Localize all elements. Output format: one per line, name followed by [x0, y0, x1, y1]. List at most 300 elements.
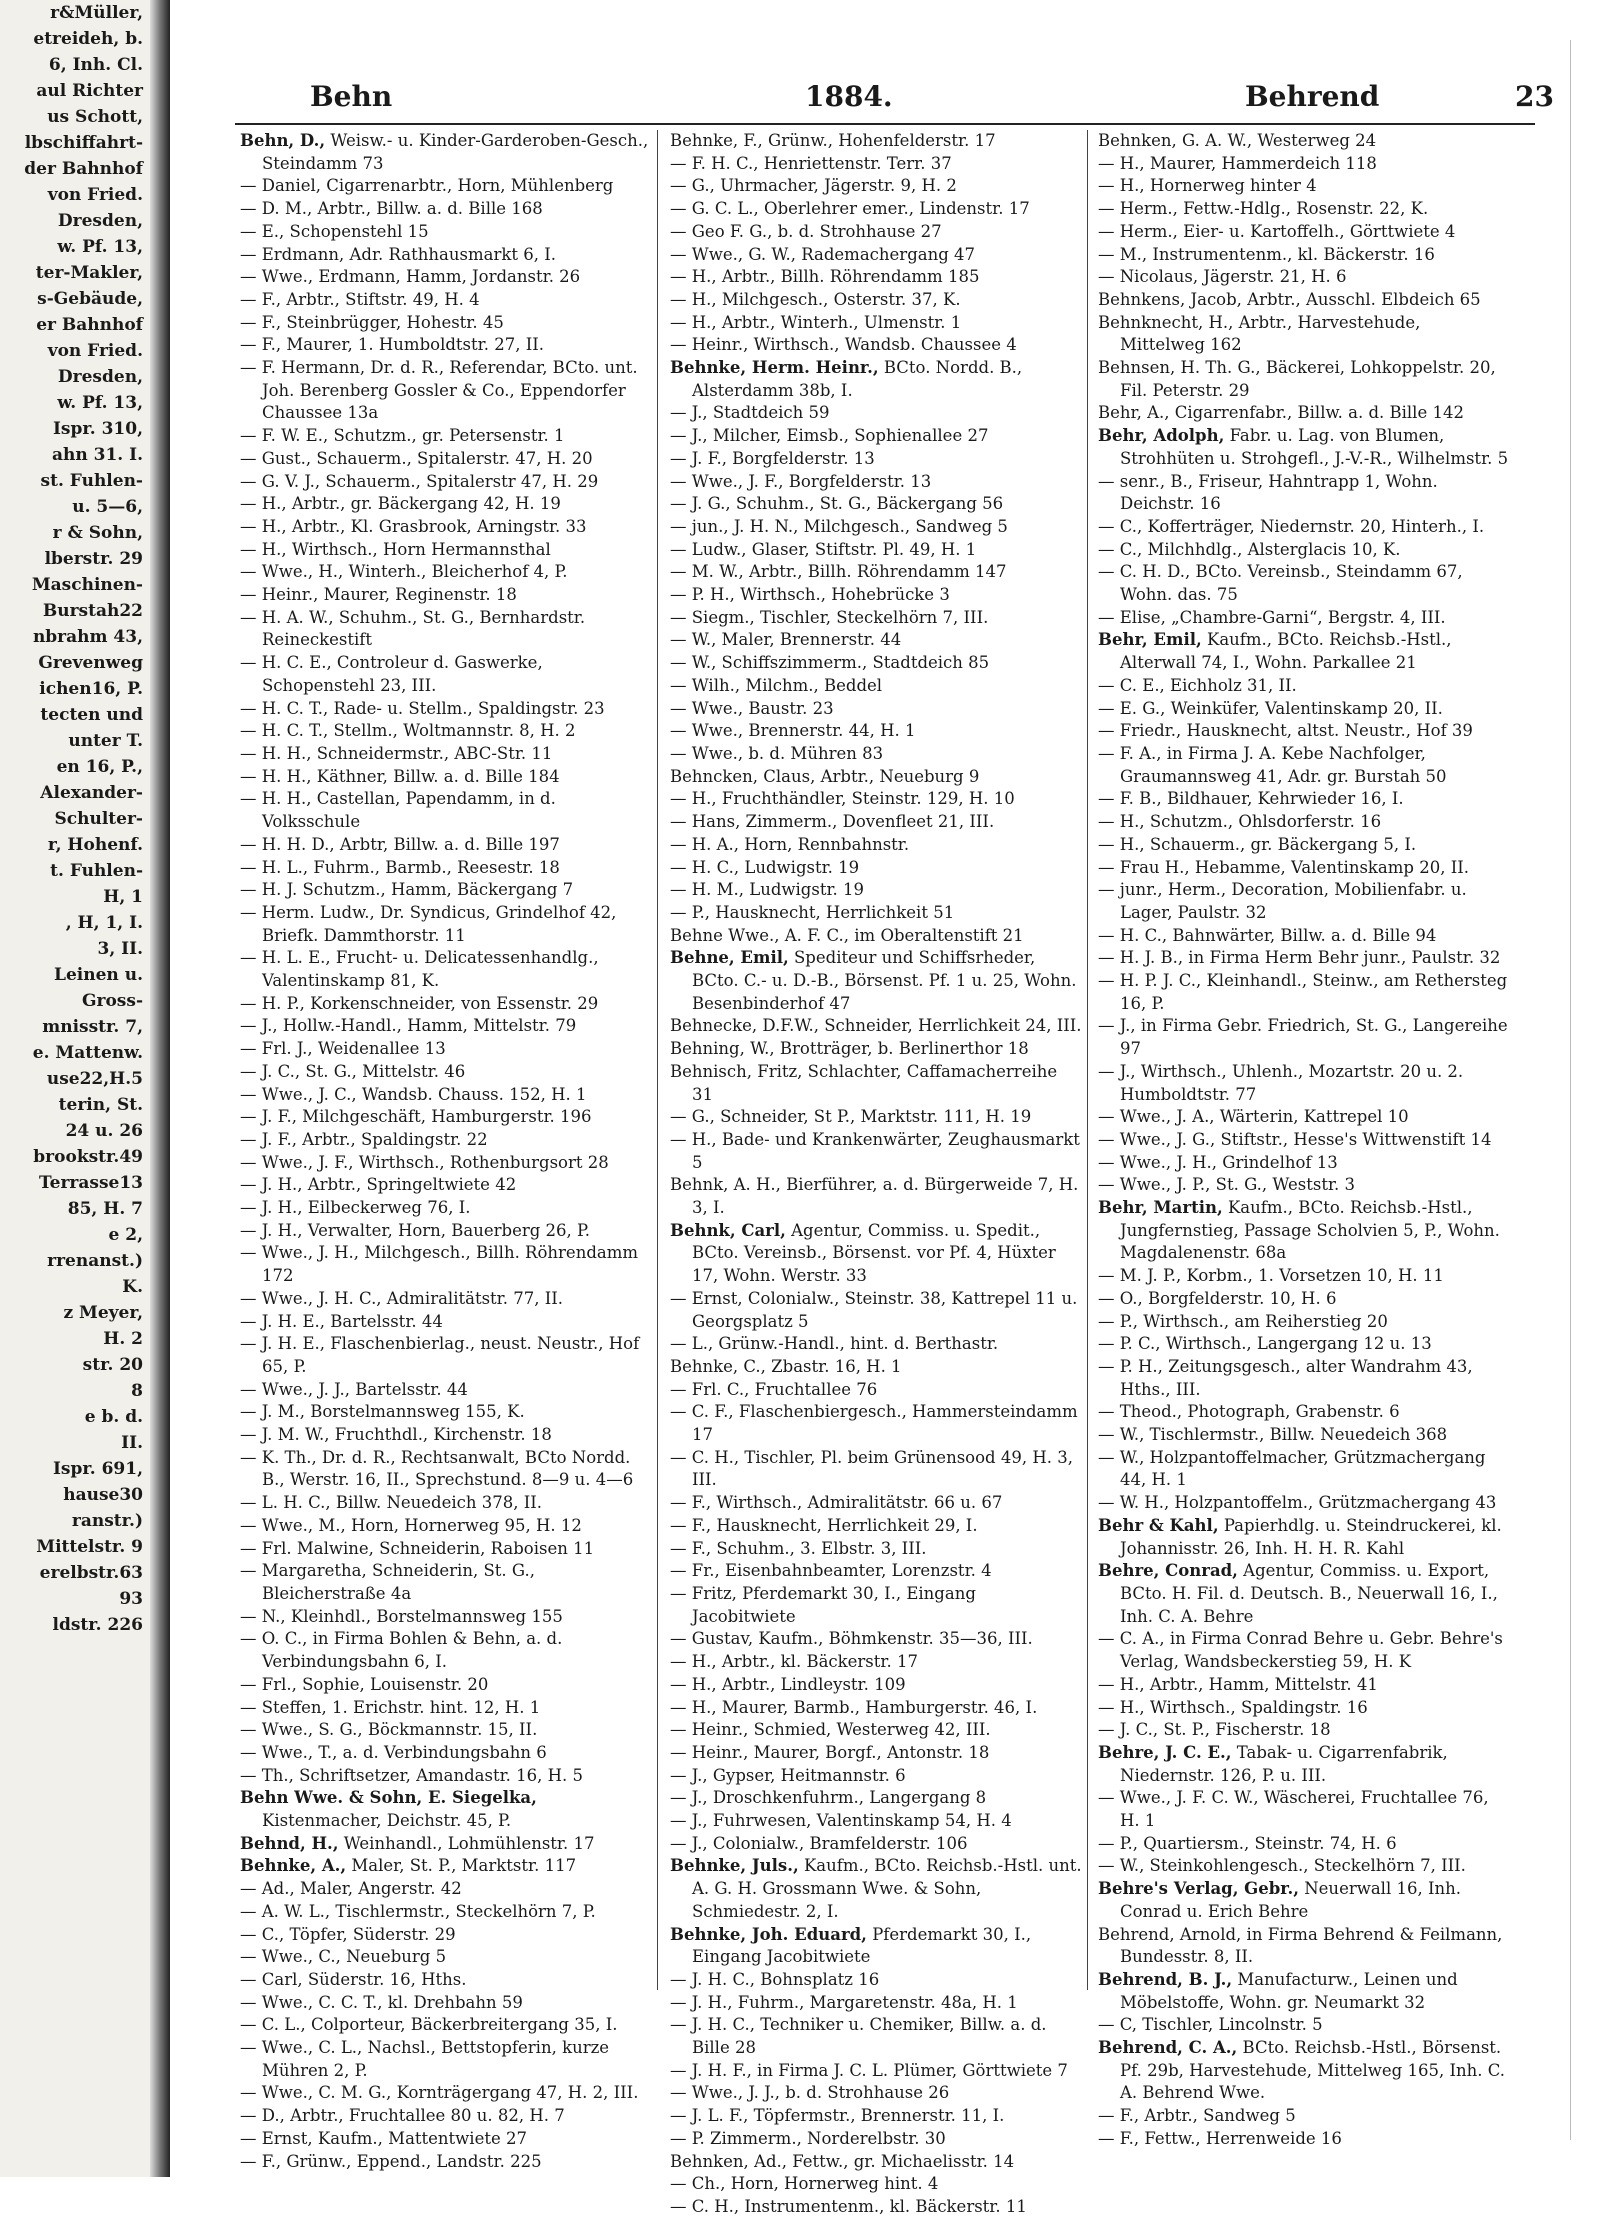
directory-entry	[240, 1401, 652, 1424]
directory-entry	[670, 448, 1082, 471]
directory-entry	[670, 1719, 1082, 1742]
directory-entry	[670, 334, 1082, 357]
strip-line: ichen16, P.	[39, 679, 143, 699]
entry-details: — F., Wirthsch., Admiralitätstr. 66 u. 67	[670, 1493, 1003, 1513]
directory-entry	[240, 743, 652, 766]
directory-entry	[240, 947, 652, 992]
entry-details: — H. A., Horn, Rennbahnstr.	[670, 834, 910, 854]
directory-entry	[1098, 1674, 1510, 1697]
directory-entry	[670, 1833, 1082, 1856]
strip-line: etreideh, b.	[33, 29, 143, 49]
entry-details: — W. H., Holzpantoffelm., Grützmachergang 43	[1098, 1493, 1497, 1513]
header-right-keyword: Behrend	[1245, 80, 1380, 113]
directory-entry	[1098, 289, 1510, 312]
entry-details: — F., Arbtr., Stiftstr. 49, H. 4	[240, 289, 480, 309]
directory-entry	[670, 1583, 1082, 1628]
entry-details: — J. H. E., Flaschenbierlag., neust. Neustr., Hof 65, P.	[240, 1334, 640, 1376]
directory-entry	[1098, 1106, 1510, 1129]
entry-details: — senr., B., Friseur, Hahntrapp 1, Wohn. Deichstr. 16	[1098, 471, 1438, 514]
entry-details: — H. H., Käthner, Billw. a. d. Bille 184	[240, 766, 560, 786]
strip-line: w. Pf. 13,	[57, 393, 143, 413]
directory-entry	[1098, 1288, 1510, 1311]
directory-entry	[1098, 925, 1510, 948]
entry-details: Manufacturw., Leinen und Möbelstoffe, Wohn. gr. Neumarkt 32	[1120, 1969, 1458, 2012]
entry-details: — F. W. E., Schutzm., gr. Petersenstr. 1	[240, 426, 565, 446]
directory-entry	[670, 1106, 1082, 1129]
entry-name: Behnk, Carl,	[670, 1220, 786, 1240]
directory-entry	[240, 561, 652, 584]
directory-entry	[240, 448, 652, 471]
entry-details: — Herm., Fettw.-Hdlg., Rosenstr. 22, K.	[1098, 199, 1429, 219]
entry-details: — N., Kleinhdl., Borstelmannsweg 155	[240, 1606, 563, 1626]
entry-details: Maler, St. P., Marktstr. 117	[351, 1856, 577, 1876]
directory-entry	[670, 1447, 1082, 1492]
directory-entry	[240, 1515, 652, 1538]
directory-entry	[1098, 1174, 1510, 1197]
directory-entry	[240, 1038, 652, 1061]
entry-details: — J., Stadtdeich 59	[670, 403, 830, 423]
entry-details: — H., Milchgesch., Osterstr. 37, K.	[670, 289, 961, 309]
entry-details: — P. Zimmerm., Norderelbstr. 30	[670, 2128, 946, 2148]
directory-entry	[670, 1333, 1082, 1356]
directory-entry	[1098, 244, 1510, 267]
header-left-keyword: Behn	[310, 80, 393, 113]
directory-entry	[1098, 698, 1510, 721]
entry-details: — H. C., Ludwigstr. 19	[670, 857, 860, 877]
entry-details: — Wwe., H., Winterh., Bleicherhof 4, P.	[240, 562, 568, 582]
directory-entry	[670, 2082, 1082, 2105]
entry-details: — Margaretha, Schneiderin, St. G., Bleicherstraße 4a	[240, 1561, 535, 1603]
strip-line: er Bahnhof	[36, 315, 143, 335]
entry-details: — Erdmann, Adr. Rathhausmarkt 6, I.	[240, 244, 556, 264]
directory-entry	[670, 221, 1082, 244]
entry-details: — Wwe., J. A., Wärterin, Kattrepel 10	[1098, 1107, 1409, 1127]
strip-line: Ispr. 310,	[52, 419, 143, 439]
directory-entry	[670, 266, 1082, 289]
directory-entry	[670, 2128, 1082, 2151]
directory-entry	[1098, 1333, 1510, 1356]
directory-entry	[1098, 2128, 1510, 2151]
directory-entry	[1098, 471, 1510, 516]
directory-entry	[670, 2014, 1082, 2059]
entry-details: Behning, W., Brotträger, b. Berlinerthor 18	[670, 1039, 1029, 1059]
directory-entry	[670, 1038, 1082, 1061]
entry-details: — H., Arbtr., kl. Bäckerstr. 17	[670, 1652, 918, 1672]
entry-details: — Wwe., C. C. T., kl. Drehbahn 59	[240, 1992, 523, 2012]
header-year: 1884.	[805, 80, 893, 113]
page-number: 23	[1515, 80, 1554, 113]
entry-details: — Wwe., J. H., Grindelhof 13	[1098, 1152, 1338, 1172]
directory-entry	[1098, 1061, 1510, 1106]
column-2	[670, 130, 1082, 2219]
entry-details: Kaufm., BCto. Reichsb.-Hstl., Alterwall 74, I., Wohn. Parkallee 21	[1120, 630, 1452, 673]
entry-details: — J., Droschkenfuhrm., Langergang 8	[670, 1788, 987, 1808]
entry-details: — J., in Firma Gebr. Friedrich, St. G., Langereihe 97	[1098, 1016, 1508, 1059]
entry-details: — F. A., in Firma J. A. Kebe Nachfolger, Graumannsweg 41, Adr. gr. Burstah 50	[1098, 743, 1447, 786]
entry-details: — L., Grünw.-Handl., hint. d. Berthastr.	[670, 1334, 999, 1354]
entry-details: — Wwe., M., Horn, Hornerweg 95, H. 12	[240, 1515, 582, 1535]
entry-details: — G., Schneider, St P., Marktstr. 111, H. 19	[670, 1107, 1032, 1127]
entry-details: — J., Gypser, Heitmannstr. 6	[670, 1765, 906, 1785]
entry-details: — M., Instrumentenm., kl. Bäckerstr. 16	[1098, 244, 1435, 264]
directory-entry	[670, 1492, 1082, 1515]
directory-entry	[240, 1447, 652, 1492]
header-rule	[235, 123, 1535, 125]
directory-entry	[240, 2151, 652, 2174]
directory-entry	[1098, 811, 1510, 834]
directory-entry	[670, 1015, 1082, 1038]
entry-details: — M. J. P., Korbm., 1. Vorsetzen 10, H. 11	[1098, 1266, 1444, 1286]
strip-line: ldstr. 226	[52, 1615, 143, 1635]
entry-details: — Wwe., C. L., Nachsl., Bettstopferin, kurze Mühren 2, P.	[240, 2038, 610, 2080]
directory-entry	[240, 698, 652, 721]
entry-details: — Frl., Sophie, Louisenstr. 20	[240, 1674, 489, 1694]
entry-details: — G., Uhrmacher, Jägerstr. 9, H. 2	[670, 176, 957, 196]
directory-entry	[670, 1220, 1082, 1288]
directory-entry	[1098, 970, 1510, 1015]
entry-details: — H., Schauerm., gr. Bäckergang 5, I.	[1098, 834, 1417, 854]
entry-details: Kistenmacher, Deichstr. 45, P.	[262, 1811, 512, 1831]
directory-entry	[670, 1855, 1082, 1923]
directory-entry	[670, 1379, 1082, 1402]
directory-entry	[1098, 1924, 1510, 1969]
directory-entry	[240, 312, 652, 335]
entry-details: — Th., Schriftsetzer, Amandastr. 16, H. 5	[240, 1765, 584, 1785]
entry-details: — Wwe., Brennerstr. 44, H. 1	[670, 721, 916, 741]
directory-entry	[240, 516, 652, 539]
directory-entry	[240, 357, 652, 425]
directory-entry	[240, 2128, 652, 2151]
directory-entry	[670, 1061, 1082, 1106]
entry-name: Behrend, B. J.,	[1098, 1969, 1233, 1989]
entry-name: Behre's Verlag, Gebr.,	[1098, 1879, 1299, 1899]
entry-details: — Ernst, Colonialw., Steinstr. 38, Kattrepel 11 u. Georgsplatz 5	[670, 1288, 1078, 1331]
directory-entry	[1098, 1311, 1510, 1334]
strip-line: ahn 31. I.	[51, 445, 143, 465]
directory-entry	[670, 312, 1082, 335]
strip-line: Burstah22	[42, 601, 143, 621]
directory-entry	[670, 2060, 1082, 2083]
entry-details: — F., Schuhm., 3. Elbstr. 3, III.	[670, 1538, 927, 1558]
entry-details: — P. H., Zeitungsgesch., alter Wandrahm 43, Hths., III.	[1098, 1356, 1473, 1399]
directory-entry	[1098, 1855, 1510, 1878]
strip-line: Gross-	[81, 991, 143, 1011]
strip-line: use22,H.5	[46, 1069, 143, 1089]
directory-entry	[240, 1129, 652, 1152]
directory-entry	[670, 1742, 1082, 1765]
directory-entry	[1098, 561, 1510, 606]
entry-details: Tabak- u. Cigarrenfabrik, Niedernstr. 126, P. u. III.	[1120, 1742, 1448, 1785]
entry-details: — C. E., Eichholz 31, II.	[1098, 675, 1297, 695]
entry-details: — Frl. J., Weidenallee 13	[240, 1039, 446, 1059]
entry-details: — Wwe., J. H. C., Admiralitätstr. 77, II.	[240, 1288, 564, 1308]
directory-entry	[670, 834, 1082, 857]
directory-entry	[670, 1515, 1082, 1538]
directory-entry	[240, 1379, 652, 1402]
strip-line: H. 2	[103, 1329, 143, 1349]
entry-name: Behr, Martin,	[1098, 1198, 1223, 1218]
strip-line: II.	[121, 1433, 143, 1453]
strip-line: nbrahm 43,	[32, 627, 143, 647]
entry-details: Kaufm., BCto. Reichsb.-Hstl. unt. A. G. H. Grossmann Wwe. & Sohn, Schmiedestr. 2, I.	[692, 1856, 1082, 1921]
entry-details: — Heinr., Maurer, Borgf., Antonstr. 18	[670, 1742, 990, 1762]
entry-details: — J. H., Fuhrm., Margaretenstr. 48a, H. 1	[670, 1992, 1018, 2012]
entry-details: — H. C. T., Rade- u. Stellm., Spaldingstr. 23	[240, 698, 605, 718]
entry-details: — Friedr., Hausknecht, altst. Neustr., Hof 39	[1098, 721, 1473, 741]
entry-details: — W., Maler, Brennerstr. 44	[670, 630, 902, 650]
directory-entry	[240, 834, 652, 857]
entry-details: — Wwe., C. M. G., Kornträgergang 47, H. 2, III.	[240, 2083, 639, 2103]
strip-line: ranstr.)	[71, 1511, 143, 1531]
directory-entry	[240, 1969, 652, 1992]
entry-details: Behnecke, D.F.W., Schneider, Herrlichkeit 24, III.	[670, 1016, 1082, 1036]
strip-line: aul Richter	[36, 81, 143, 101]
entry-details: — H., Bade- und Krankenwärter, Zeughausmarkt 5	[670, 1129, 1080, 1172]
entry-details: BCto. Nordd. B., Alsterdamm 38b, I.	[692, 358, 1023, 400]
strip-line: Alexander-	[40, 783, 143, 803]
strip-line: H, 1	[103, 887, 143, 907]
directory-entry	[240, 493, 652, 516]
directory-entry	[670, 1356, 1082, 1379]
directory-entry	[240, 1855, 652, 1878]
directory-entry	[670, 925, 1082, 948]
entry-details: — C. A., in Firma Conrad Behre u. Gebr. Behre's Verlag, Wandsbeckerstieg 59, H. K	[1098, 1629, 1503, 1672]
directory-entry	[1098, 857, 1510, 880]
strip-line: Leinen u.	[54, 965, 143, 985]
directory-entry	[240, 1197, 652, 1220]
entry-details: — J. H., Arbtr., Springeltwiete 42	[240, 1175, 517, 1195]
entry-details: — Wwe., J. F., Borgfelderstr. 13	[670, 471, 932, 491]
directory-entry	[240, 266, 652, 289]
directory-entry	[1098, 357, 1510, 402]
entry-details: — J. M. W., Fruchthdl., Kirchenstr. 18	[240, 1425, 552, 1445]
directory-entry	[1098, 516, 1510, 539]
directory-entry	[1098, 1015, 1510, 1060]
entry-details: Papierhdlg. u. Steindruckerei, kl. Johannisstr. 26, Inh. H. H. R. Kahl	[1120, 1515, 1502, 1558]
strip-line: 8	[131, 1381, 143, 1401]
directory-entry	[240, 1220, 652, 1243]
directory-entry	[1098, 539, 1510, 562]
directory-entry	[240, 1719, 652, 1742]
strip-line: lbschiffahrt-	[24, 133, 143, 153]
directory-entry	[1098, 1697, 1510, 1720]
entry-details: — H., Arbtr., Hamm, Mittelstr. 41	[1098, 1674, 1378, 1694]
entry-details: — K. Th., Dr. d. R., Rechtsanwalt, BCto Nordd. B., Werstr. 16, II., Sprechstund. 8—9 u. 4—6	[240, 1447, 634, 1490]
directory-entry	[240, 993, 652, 1016]
directory-entry	[240, 1787, 652, 1832]
entry-details: — H., Schutzm., Ohlsdorferstr. 16	[1098, 812, 1382, 832]
entry-details: — H. C. T., Stellm., Woltmannstr. 8, H. 2	[240, 721, 576, 741]
directory-entry	[1098, 1628, 1510, 1673]
directory-entry	[1098, 2105, 1510, 2128]
strip-line: lberstr. 29	[44, 549, 143, 569]
entry-details: — J. C., St. P., Fischerstr. 18	[1098, 1720, 1331, 1740]
entry-details: — H. P., Korkenschneider, von Essenstr. 29	[240, 993, 599, 1013]
directory-entry	[240, 1242, 652, 1287]
directory-entry	[670, 175, 1082, 198]
entry-details: — O., Borgfelderstr. 10, H. 6	[1098, 1288, 1337, 1308]
entry-details: — W., Holzpantoffelmacher, Grützmachergang 44, H. 1	[1098, 1447, 1486, 1490]
directory-entry	[1098, 1129, 1510, 1152]
directory-entry	[670, 1538, 1082, 1561]
directory-entry	[240, 1697, 652, 1720]
entry-details: — Wwe., C., Neueburg 5	[240, 1947, 447, 1967]
directory-entry	[670, 766, 1082, 789]
entry-details: — Frl. C., Fruchtallee 76	[670, 1379, 878, 1399]
entry-details: — Wwe., J. G., Stiftstr., Hesse's Wittwenstift 14	[1098, 1129, 1492, 1149]
entry-details: — Daniel, Cigarrenarbtr., Horn, Mühlenberg	[240, 176, 614, 196]
directory-entry	[240, 1606, 652, 1629]
entry-details: — P., Hausknecht, Herrlichkeit 51	[670, 902, 955, 922]
directory-entry	[670, 561, 1082, 584]
directory-entry	[240, 1924, 652, 1947]
entry-details: — A. W. L., Tischlermstr., Steckelhörn 7, P.	[240, 1901, 596, 1921]
column-divider	[657, 130, 658, 1990]
entry-details: — F., Hausknecht, Herrlichkeit 29, I.	[670, 1515, 978, 1535]
directory-entry	[670, 1560, 1082, 1583]
entry-name: Behnke, A.,	[240, 1856, 347, 1876]
strip-line: tecten und	[40, 705, 143, 725]
entry-details: — L. H. C., Billw. Neuedeich 378, II.	[240, 1493, 543, 1513]
directory-entry	[670, 1628, 1082, 1651]
entry-details: — H., Arbtr., Kl. Grasbrook, Arningstr. 33	[240, 516, 587, 536]
directory-entry	[670, 2196, 1082, 2219]
directory-entry	[240, 2105, 652, 2128]
entry-details: — F. Hermann, Dr. d. R., Referendar, BCto. unt. Joh. Berenberg Gossler & Co., Eppendorfer Chaussee 13a	[240, 358, 638, 423]
strip-line: e 2,	[108, 1225, 143, 1245]
book-gutter	[150, 0, 170, 2177]
directory-entry	[1098, 1492, 1510, 1515]
strip-line: w. Pf. 13,	[57, 237, 143, 257]
directory-entry	[670, 289, 1082, 312]
entry-details: — H. H. D., Arbtr, Billw. a. d. Bille 197	[240, 834, 560, 854]
strip-line: u. 5—6,	[72, 497, 143, 517]
entry-details: — Nicolaus, Jägerstr. 21, H. 6	[1098, 267, 1347, 287]
directory-entry	[670, 198, 1082, 221]
entry-name: Behrend, C. A.,	[1098, 2038, 1238, 2058]
entry-details: — J., Hollw.-Handl., Hamm, Mittelstr. 79	[240, 1016, 577, 1036]
directory-entry	[240, 1333, 652, 1378]
entry-details: Behnisch, Fritz, Schlachter, Caffamacherreihe 31	[670, 1061, 1058, 1104]
entry-details: — Heinr., Schmied, Westerweg 42, III.	[670, 1720, 991, 1740]
directory-entry	[240, 1288, 652, 1311]
directory-entry	[670, 1129, 1082, 1174]
entry-details: — Gustav, Kaufm., Böhmkenstr. 35—36, III.	[670, 1629, 1033, 1649]
entry-details: — Wwe., Baustr. 23	[670, 698, 834, 718]
entry-details: — junr., Herm., Decoration, Mobilienfabr. u. Lager, Paulstr. 32	[1098, 880, 1467, 922]
strip-line: Terrasse13	[38, 1173, 143, 1193]
directory-entry	[670, 1174, 1082, 1219]
entry-details: — H. L. E., Frucht- u. Delicatessenhandlg., Valentinskamp 81, K.	[240, 948, 599, 991]
column-1	[240, 130, 652, 2173]
directory-entry	[670, 947, 1082, 1015]
entry-details: — jun., J. H. N., Milchgesch., Sandweg 5	[670, 516, 1008, 536]
directory-entry	[1098, 629, 1510, 674]
strip-line: e. Mattenw.	[32, 1043, 143, 1063]
entry-details: — F., Grünw., Eppend., Landstr. 225	[240, 2151, 542, 2171]
strip-line: hause30	[63, 1485, 143, 1505]
directory-entry	[240, 1492, 652, 1515]
entry-details: — F., Maurer, 1. Humboldtstr. 27, II.	[240, 335, 544, 355]
directory-entry	[1098, 1356, 1510, 1401]
entry-name: Behr, Adolph,	[1098, 426, 1225, 446]
directory-entry	[240, 221, 652, 244]
directory-entry	[1098, 1833, 1510, 1856]
directory-entry	[1098, 788, 1510, 811]
directory-entry	[670, 425, 1082, 448]
strip-line: , H, 1, I.	[65, 913, 143, 933]
directory-entry	[1098, 1878, 1510, 1923]
directory-entry	[240, 334, 652, 357]
strip-line: str. 20	[82, 1355, 143, 1375]
strip-line: z Meyer,	[63, 1303, 143, 1323]
entry-details: — J., Wirthsch., Uhlenh., Mozartstr. 20 u. 2. Humboldtstr. 77	[1098, 1061, 1464, 1104]
entry-details: — Wwe., Erdmann, Hamm, Jordanstr. 26	[240, 267, 581, 287]
directory-entry	[670, 1969, 1082, 1992]
strip-line: 6, Inh. Cl.	[48, 55, 143, 75]
strip-line: t. Fuhlen-	[50, 861, 143, 881]
entry-name: Behn Wwe. & Sohn, E. Siegelka,	[240, 1788, 537, 1808]
entry-details: Behnk, A. H., Bierführer, a. d. Bürgerweide 7, H. 3, I.	[670, 1175, 1079, 1218]
entry-details: — Ad., Maler, Angerstr. 42	[240, 1879, 462, 1899]
directory-entry	[240, 1152, 652, 1175]
directory-entry	[1098, 221, 1510, 244]
entry-details: — Herm. Ludw., Dr. Syndicus, Grindelhof 42, Briefk. Dammthorstr. 11	[240, 902, 617, 945]
entry-name: Behn, D.,	[240, 131, 326, 150]
directory-entry	[240, 1311, 652, 1334]
directory-entry	[670, 652, 1082, 675]
directory-entry	[240, 1106, 652, 1129]
directory-entry	[1098, 198, 1510, 221]
entry-details: — Elise, „Chambre-Garni“, Bergstr. 4, III.	[1098, 607, 1446, 627]
entry-details: Agentur, Commiss. u. Spedit., BCto. Vereinsb., Börsenst. vor Pf. 4, Hüxter 17, Wohn. Werstr. 33	[692, 1220, 1056, 1286]
entry-details: Spediteur und Schiffsrheder, BCto. C.- u. D.-B., Börsenst. Pf. 1 u. 25, Wohn. Besenbinderhof 47	[692, 948, 1077, 1013]
entry-details: — Wwe., G. W., Rademachergang 47	[670, 244, 976, 264]
entry-details: — M. W., Arbtr., Billh. Röhrendamm 147	[670, 562, 1007, 582]
strip-line: r, Hohenf.	[47, 835, 143, 855]
directory-entry	[670, 493, 1082, 516]
directory-entry	[670, 1992, 1082, 2015]
directory-entry	[240, 1628, 652, 1673]
directory-entry	[1098, 947, 1510, 970]
entry-details: — J. L. F., Töpfermstr., Brennerstr. 11, I.	[670, 2106, 1005, 2126]
directory-entry	[670, 698, 1082, 721]
entry-details: — E., Schopenstehl 15	[240, 221, 429, 241]
entry-details: — Geo F. G., b. d. Strohhause 27	[670, 221, 942, 241]
directory-entry	[240, 1946, 652, 1969]
entry-details: — H., Arbtr., Winterh., Ulmenstr. 1	[670, 312, 962, 332]
directory-entry	[1098, 1787, 1510, 1832]
directory-entry	[670, 788, 1082, 811]
entry-details: — J., Fuhrwesen, Valentinskamp 54, H. 4	[670, 1811, 1012, 1831]
strip-line: mnisstr. 7,	[42, 1017, 143, 1037]
directory-entry	[240, 1992, 652, 2015]
directory-entry	[240, 1560, 652, 1605]
entry-details: — F. H. C., Henriettenstr. Terr. 37	[670, 153, 952, 173]
directory-entry	[240, 1061, 652, 1084]
directory-entry	[240, 1833, 652, 1856]
entry-details: Behnkens, Jacob, Arbtr., Ausschl. Elbdeich 65	[1098, 289, 1481, 309]
entry-details: — Wilh., Milchm., Beddel	[670, 675, 883, 695]
directory-entry	[670, 357, 1082, 402]
entry-name: Behnke, Joh. Eduard,	[670, 1924, 867, 1944]
directory-entry	[240, 584, 652, 607]
entry-name: Behne, Emil,	[670, 948, 789, 968]
directory-entry	[670, 1924, 1082, 1969]
directory-entry	[1098, 2014, 1510, 2037]
entry-details: — D. M., Arbtr., Billw. a. d. Bille 168	[240, 199, 543, 219]
entry-details: — Gust., Schauerm., Spitalerstr. 47, H. 20	[240, 448, 593, 468]
